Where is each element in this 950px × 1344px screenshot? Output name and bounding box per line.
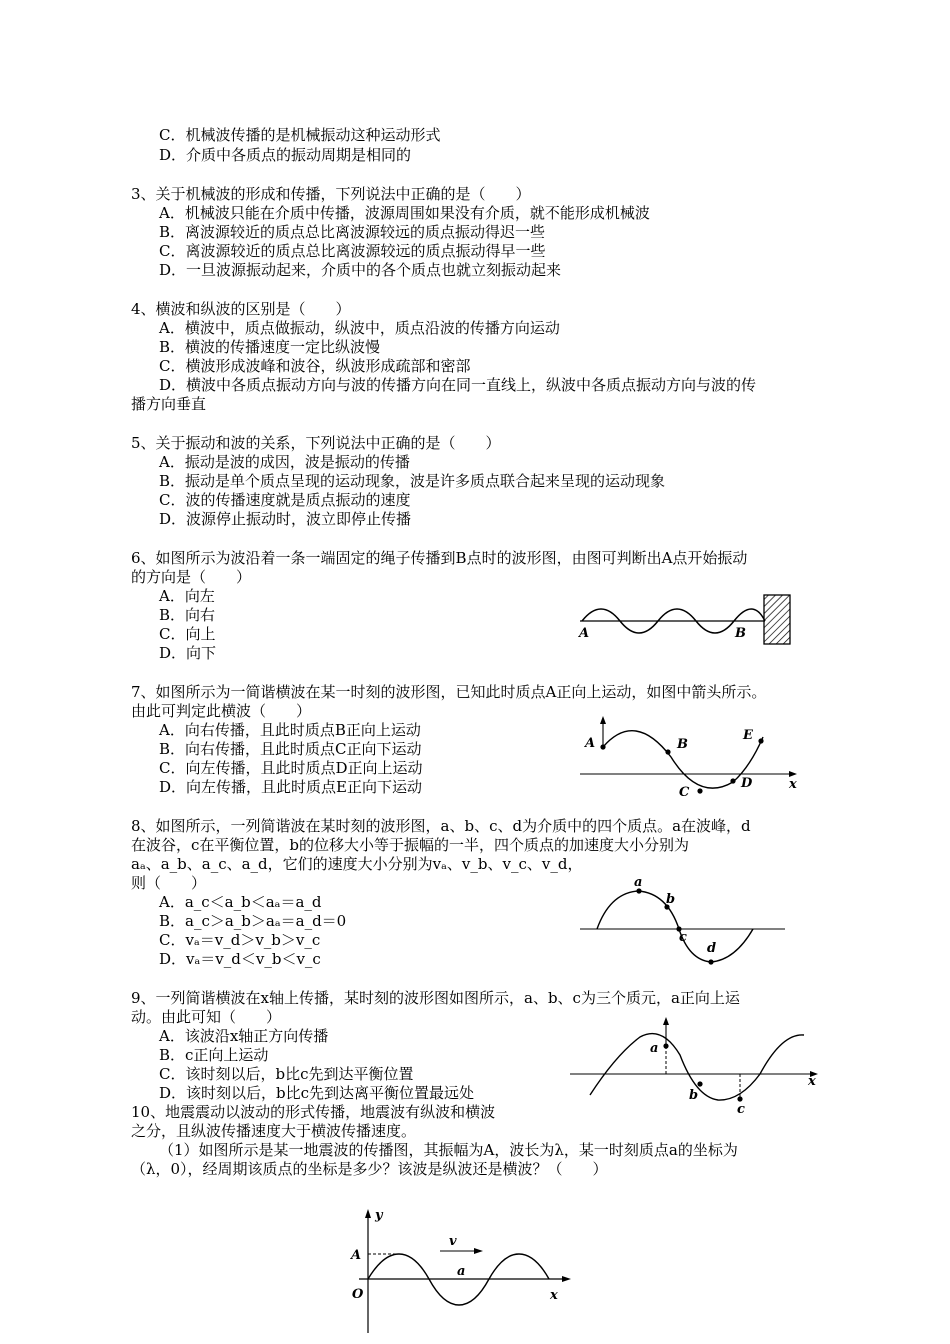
q4-option-d-cont: 播方向垂直	[131, 395, 207, 413]
q10-seismic-wave-figure	[345, 1205, 585, 1340]
q3-option-a: A．机械波只能在介质中传播，波源周围如果没有介质，就不能形成机械波	[159, 204, 650, 222]
q8-option-a: A．a_c＜a_b＜aₐ＝a_d	[159, 893, 322, 911]
q5-option-b: B．振动是单个质点呈现的运动现象，波是许多质点联合起来呈现的运动现象	[159, 472, 666, 490]
q7-fig-label-d: D	[741, 776, 753, 791]
q9-option-b: B．c正向上运动	[159, 1046, 269, 1064]
q10-fig-label-origin: O	[352, 1287, 364, 1302]
q9-fig-label-a: a	[650, 1041, 659, 1056]
q8-stem-cont-1: 在波谷，c在平衡位置，b的位移大小等于振幅的一半，四个质点的加速度大小分别为	[131, 836, 690, 854]
q8-option-d: D．vₐ＝v_d＜v_b＜v_c	[159, 950, 321, 968]
q3-option-d: D．一旦波源振动起来，介质中的各个质点也就立刻振动起来	[159, 261, 562, 279]
q7-fig-label-a: A	[585, 736, 596, 751]
q7-option-b: B．向右传播，且此时质点C正向下运动	[159, 740, 422, 758]
q9-option-a: A．该波沿x轴正方向传播	[159, 1027, 329, 1045]
q10-fig-label-amplitude: A	[351, 1248, 362, 1263]
q7-fig-label-x: x	[789, 777, 797, 792]
q6-option-b: B．向右	[159, 606, 216, 624]
q8-option-b: B．a_c＞a_b＞aₐ＝a_d＝0	[159, 912, 347, 930]
q4-stem: 4、横波和纵波的区别是（ ）	[131, 300, 351, 318]
q2-option-c: C．机械波传播的是机械振动这种运动形式	[159, 126, 441, 144]
q7-fig-label-e: E	[743, 728, 753, 743]
q4-option-b: B．横波的传播速度一定比纵波慢	[159, 338, 381, 356]
q7-fig-label-b: B	[677, 737, 688, 752]
q6-option-d: D．向下	[159, 644, 217, 662]
q10-fig-label-x: x	[550, 1288, 558, 1303]
q7-option-d: D．向左传播，且此时质点E正向下运动	[159, 778, 422, 796]
q10-fig-label-a: a	[457, 1264, 466, 1279]
q9-fig-label-c: c	[737, 1102, 745, 1117]
q8-wave-figure	[575, 875, 795, 965]
q4-option-d: D．横波中各质点振动方向与波的传播方向在同一直线上，纵波中各质点振动方向与波的传	[159, 376, 757, 394]
q6-rope-wave-figure	[575, 590, 795, 650]
q9-option-d: D．该时刻以后，b比c先到达离平衡位置最远处	[159, 1084, 475, 1102]
q8-option-c: C．vₐ＝v_d＞v_b＞v_c	[159, 931, 321, 949]
q9-fig-label-x: x	[808, 1074, 816, 1089]
q10-sub1-cont: （λ，0），经周期该质点的坐标是多少？该波是纵波还是横波？（ ）	[131, 1160, 608, 1178]
q6-stem-cont: 的方向是（ ）	[131, 568, 252, 586]
q6-option-c: C．向上	[159, 625, 216, 643]
q8-stem-cont-3: 则（ ）	[131, 874, 207, 892]
q8-fig-label-b: b	[666, 892, 676, 907]
q8-fig-label-d: d	[707, 941, 717, 956]
q6-option-a: A．向左	[159, 587, 215, 605]
q2-option-d: D．介质中各质点的振动周期是相同的	[159, 146, 412, 164]
q5-stem: 5、关于振动和波的关系，下列说法中正确的是（ ）	[131, 434, 501, 452]
q8-fig-label-a: a	[634, 875, 643, 890]
q4-option-a: A．横波中，质点做振动，纵波中，质点沿波的传播方向运动	[159, 319, 560, 337]
q6-stem: 6、如图所示为波沿着一条一端固定的绳子传播到B点时的波形图，由图可判断出A点开始振动	[131, 549, 748, 567]
q7-option-c: C．向左传播，且此时质点D正向上运动	[159, 759, 423, 777]
q9-wave-figure	[568, 1015, 828, 1115]
q10-fig-label-v: v	[449, 1234, 457, 1249]
q8-fig-label-c: c	[679, 930, 687, 945]
q3-option-b: B．离波源较近的质点总比离波源较远的质点振动得迟一些	[159, 223, 546, 241]
q9-stem-cont: 动。由此可知（ ）	[131, 1008, 282, 1026]
q7-stem-cont: 由此可判定此横波（ ）	[131, 702, 312, 720]
q9-option-c: C．该时刻以后，b比c先到达平衡位置	[159, 1065, 414, 1083]
q9-stem: 9、一列简谐横波在x轴上传播，某时刻的波形图如图所示，a、b、c为三个质元，a正向上运	[131, 989, 740, 1007]
q8-stem: 8、如图所示，一列简谐波在某时刻的波形图，a、b、c、d为介质中的四个质点。a在波峰，d	[131, 817, 751, 835]
q7-wave-figure	[575, 712, 805, 807]
q5-option-d: D．波源停止振动时，波立即停止传播	[159, 510, 412, 528]
q10-fig-label-y: y	[375, 1208, 383, 1223]
q3-option-c: C．离波源较近的质点总比离波源较远的质点振动得早一些	[159, 242, 546, 260]
q7-fig-label-c: C	[679, 785, 690, 800]
q10-stem-cont: 之分，且纵波传播速度大于横波传播速度。	[131, 1122, 417, 1140]
q6-fig-label-b: B	[735, 626, 746, 641]
q7-stem: 7、如图所示为一简谐横波在某一时刻的波形图，已知此时质点A正向上运动，如图中箭头所示。	[131, 683, 767, 701]
q3-stem: 3、关于机械波的形成和传播，下列说法中正确的是（ ）	[131, 185, 531, 203]
q4-option-c: C．横波形成波峰和波谷，纵波形成疏部和密部	[159, 357, 471, 375]
q5-option-c: C．波的传播速度就是质点振动的速度	[159, 491, 411, 509]
q8-stem-cont-2: aₐ、a_b、a_c、a_d，它们的速度大小分别为vₐ、v_b、v_c、v_d，	[131, 855, 583, 873]
q9-fig-label-b: b	[689, 1088, 699, 1103]
q10-stem: 10、地震震动以波动的形式传播，地震波有纵波和横波	[131, 1103, 496, 1121]
q5-option-a: A．振动是波的成因，波是振动的传播	[159, 453, 410, 471]
q10-sub1: （1）如图所示是某一地震波的传播图，其振幅为A，波长为λ，某一时刻质点a的坐标为	[159, 1141, 738, 1159]
q6-fig-label-a: A	[579, 626, 590, 641]
q7-option-a: A．向右传播，且此时质点B正向上运动	[159, 721, 421, 739]
